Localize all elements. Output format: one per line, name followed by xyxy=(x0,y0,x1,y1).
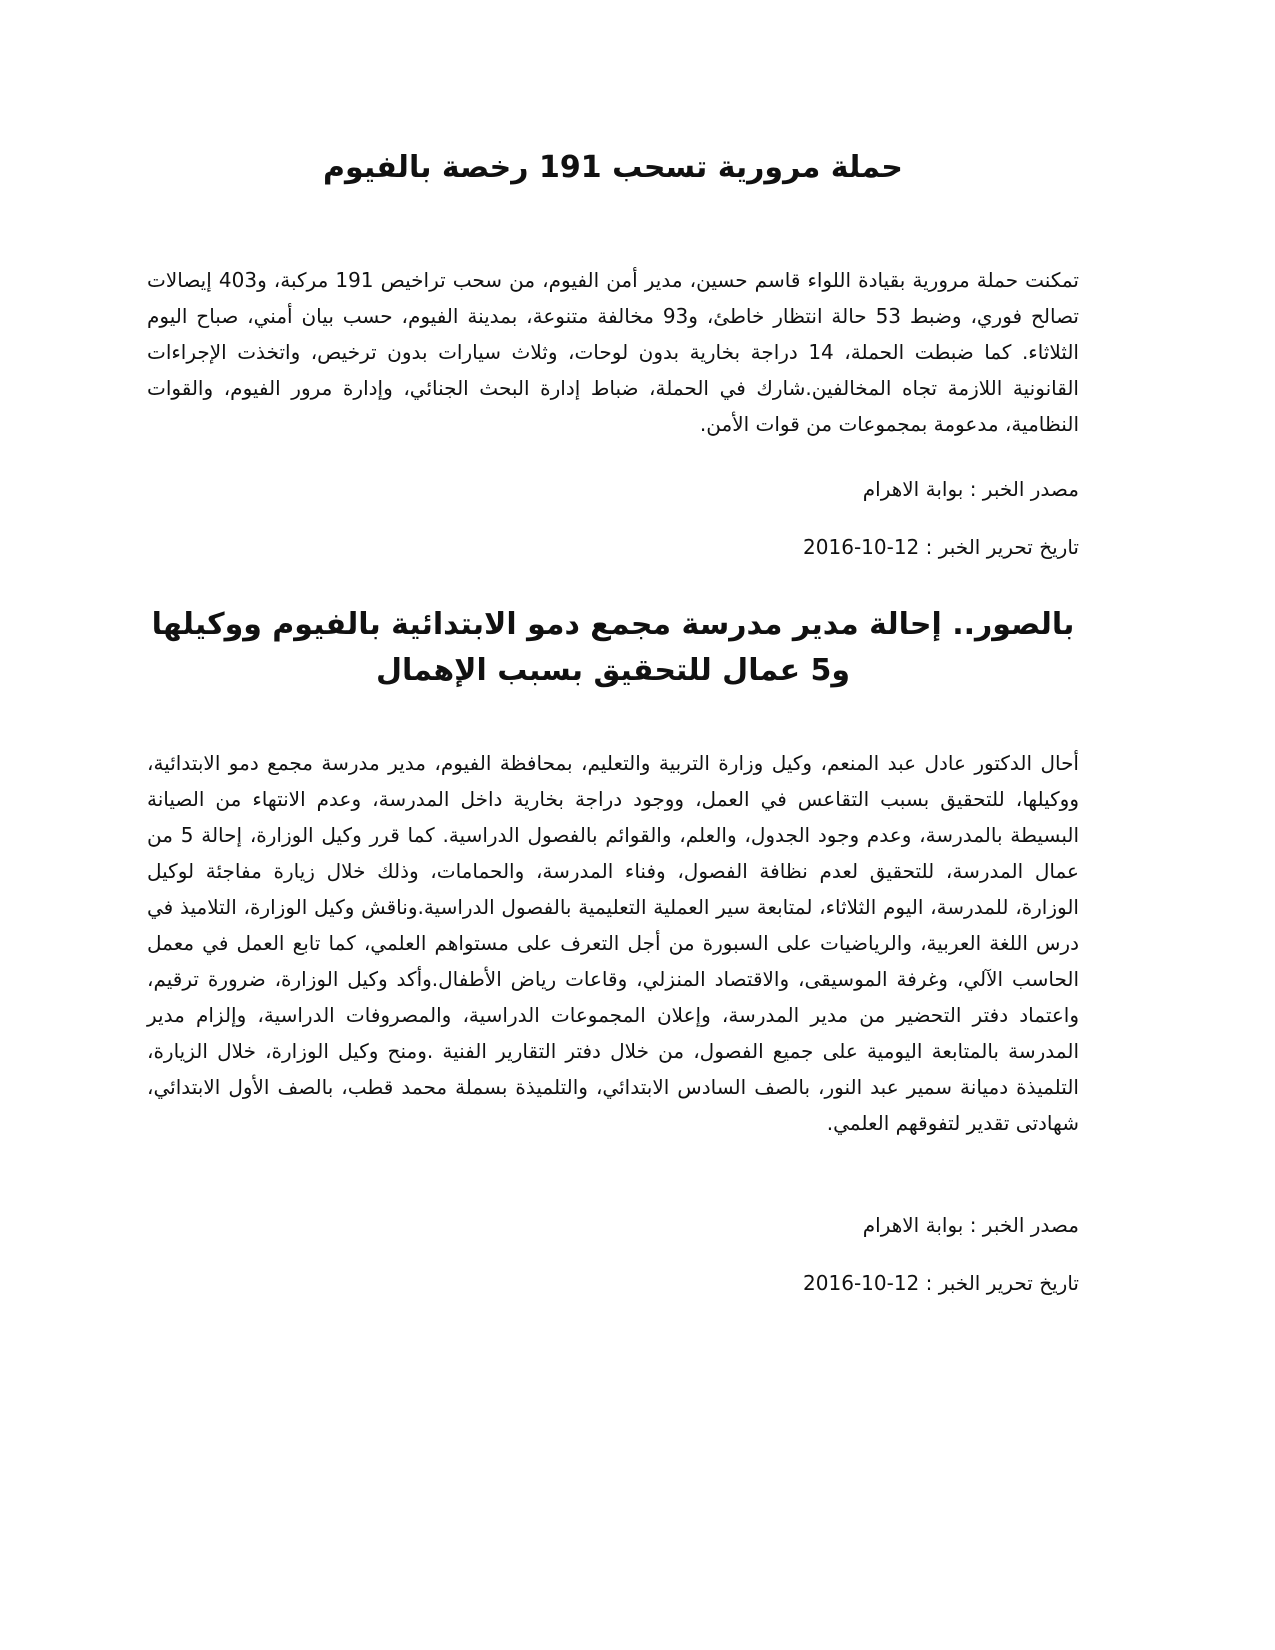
article-1-source: مصدر الخبر : بوابة الاهرام xyxy=(862,477,1079,501)
article-2-source: مصدر الخبر : بوابة الاهرام xyxy=(862,1213,1079,1237)
article-1-date: تاريخ تحرير الخبر : 12-10-2016 xyxy=(803,535,1079,559)
article-1-title: حملة مرورية تسحب 191 رخصة بالفيوم xyxy=(323,150,903,185)
article-2-date: تاريخ تحرير الخبر : 12-10-2016 xyxy=(803,1271,1079,1295)
article-2-body: أحال الدكتور عادل عبد المنعم، وكيل وزارة التربية والتعليم، بمحافظة الفيوم، مدير مدرسة مجمع دمو الابتدائية، ووكيلها، للتحقيق بسبب التقاعس في العمل، ووجود دراجة بخارية داخل المدرسة، وعدم الانتهاء من الصيانة البسيطة بالمدرسة، وعدم وجود الجدول، والعلم، والقوائم بالفصول الدراسية. كما قرر وكيل الوزارة، إحالة 5 من عمال المدرسة، للتحقيق لعدم نظافة الفصول، وفناء المدرسة، والحمامات، وذلك خلال زيارة مفاجئة لوكيل الوزارة، للمدرسة، اليوم الثلاثاء، لمتابعة سير العملية التعليمية بالفصول الدراسية.وناقش وكيل الوزارة، التلاميذ في درس اللغة العربية، والرياضيات على السبورة من أجل التعرف على مستواهم العلمي، كما تابع العمل في معمل الحاسب الآلي، وغرفة الموسيقى، والاقتصاد المنزلي، وقاعات رياض الأطفال.وأكد وكيل الوزارة، ضرورة ترقيم، واعتماد دفتر التحضير من مدير المدرسة، وإعلان المجموعات الدراسية، والمصروفات الدراسية، وإلزام مدير المدرسة بالمتابعة اليومية على جميع الفصول، من خلال دفتر التقارير الفنية .ومنح وكيل الوزارة، خلال الزيارة، التلميذة دميانة سمير عبد النور، بالصف السادس الابتدائي، والتلميذة بسملة محمد قطب، بالصف الأول الابتدائي، شهادتى تقدير لتفوقهم العلمي. xyxy=(147,751,1079,1135)
article-1-body: تمكنت حملة مرورية بقيادة اللواء قاسم حسين، مدير أمن الفيوم، من سحب تراخيص 191 مركبة، و403 إيصالات تصالح فوري، وضبط 53 حالة انتظار خاطئ، و93 مخالفة متنوعة، بمدينة الفيوم، حسب بيان أمني، صباح اليوم الثلاثاء. كما ضبطت الحملة، 14 دراجة بخارية بدون لوحات، وثلاث سيارات بدون ترخيص، واتخذت الإجراءات القانونية اللازمة تجاه المخالفين.شارك في الحملة، ضباط إدارة البحث الجنائي، وإدارة مرور الفيوم، والقوات النظامية، مدعومة بمجموعات من قوات الأمن. xyxy=(147,268,1079,436)
article-2-title: بالصور.. إحالة مدير مدرسة مجمع دمو الابتدائية بالفيوم ووكيلها و5 عمال للتحقيق بسبب الإهمال xyxy=(151,607,1075,688)
